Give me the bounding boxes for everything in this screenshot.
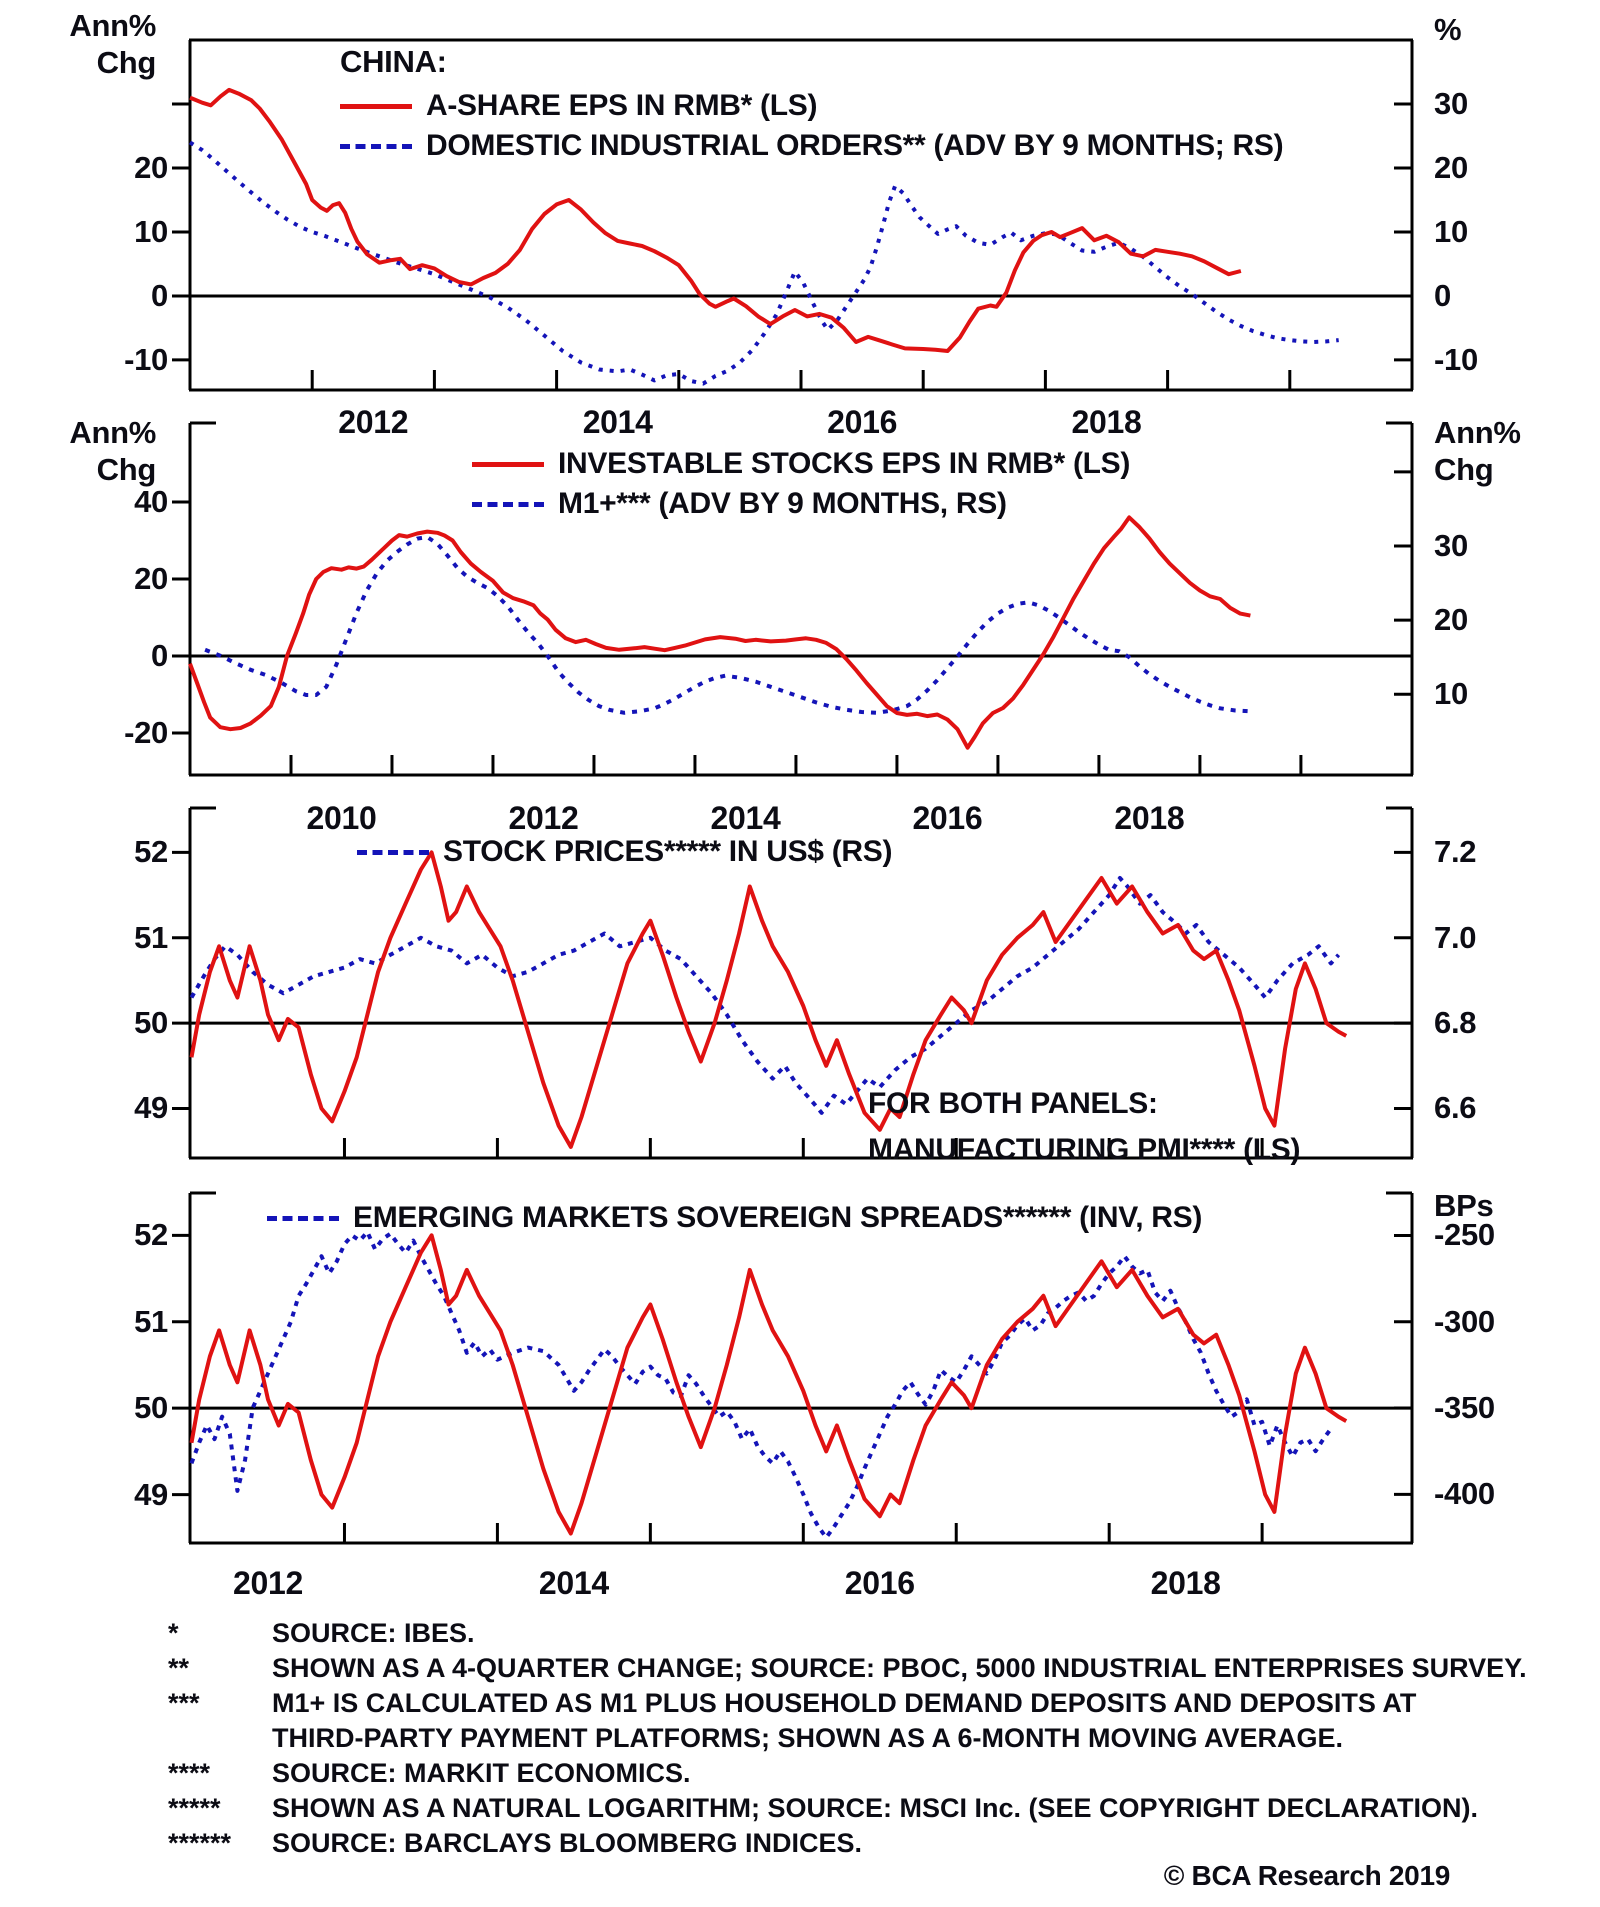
panel3-right-tick-label: 7.2 <box>1434 834 1477 870</box>
panel4-legend <box>267 1198 1202 1238</box>
footnote-row <box>168 1826 1527 1861</box>
panel2-right-axis-title: Chg <box>1434 452 1494 487</box>
panel1-x-label: 2016 <box>827 404 898 440</box>
panel1-legend-item <box>340 126 1283 166</box>
copyright: © BCA Research 2019 <box>1163 1860 1450 1891</box>
panel4-legend-dashed-line-sample <box>267 1216 339 1221</box>
panel1-x-label: 2014 <box>582 404 653 440</box>
panel1-legend <box>340 86 1283 166</box>
footnote-row <box>168 1721 1527 1756</box>
footnote-text: M1+ IS CALCULATED AS M1 PLUS HOUSEHOLD DEMAND DEPOSITS AND DEPOSITS AT <box>272 1688 1417 1718</box>
footnote-text: THIRD-PARTY PAYMENT PLATFORMS; SHOWN AS A 6-MONTH MOVING AVERAGE. <box>272 1723 1344 1753</box>
panel1-left-axis-title: Chg <box>96 45 156 80</box>
panel1-left-tick-label: 10 <box>134 213 168 249</box>
panel1-legend-label: DOMESTIC INDUSTRIAL ORDERS** (ADV BY 9 MONTHS; RS) <box>426 129 1284 162</box>
panel1-legend-item <box>340 86 1283 126</box>
panel1-legend-solid-line-sample <box>340 104 412 109</box>
footnote-row <box>168 1616 1527 1651</box>
panel1-x-label: 2012 <box>338 404 409 440</box>
panel4-x-label: 2018 <box>1150 1565 1221 1601</box>
panel2-legend-item <box>472 484 1130 524</box>
panel3-left-tick-label: 49 <box>134 1090 168 1126</box>
panel1-right-tick-label: 30 <box>1434 85 1468 121</box>
panel2-right-tick-label: 10 <box>1434 676 1468 712</box>
footnote-row <box>168 1651 1527 1686</box>
panel2-left-tick-label: -20 <box>124 715 168 751</box>
panel2-legend <box>472 444 1130 524</box>
panel3-right-tick-label: 7.0 <box>1434 919 1477 955</box>
panel1-series-blue <box>190 142 1339 383</box>
panel2-x-label: 2010 <box>306 800 377 836</box>
panel2-left-axis-title: Ann% <box>69 415 156 450</box>
panel4-right-tick-label: -350 <box>1434 1390 1495 1426</box>
panel1-right-tick-label: -10 <box>1434 341 1478 377</box>
panel2-legend-solid-line-sample <box>472 462 544 467</box>
footnote-text: SHOWN AS A NATURAL LOGARITHM; SOURCE: MSCI Inc. (SEE COPYRIGHT DECLARATION). <box>272 1793 1478 1823</box>
panel1-legend-label: A-SHARE EPS IN RMB* (LS) <box>426 89 818 122</box>
footnote-text: SOURCE: MARKIT ECONOMICS. <box>272 1758 691 1788</box>
panel4-x-label: 2012 <box>233 1565 303 1601</box>
panel4-left-tick-label: 51 <box>134 1303 168 1339</box>
panel4-series-blue <box>192 1232 1331 1538</box>
panel3-annotation-line2: MANUFACTURING PMI**** (LS) <box>868 1133 1301 1166</box>
panel3-right-tick-label: 6.6 <box>1434 1090 1477 1126</box>
panel2-left-tick-label: 0 <box>151 637 168 673</box>
footnote-marker: ***** <box>168 1793 221 1823</box>
footnote-row <box>168 1791 1527 1826</box>
panel4-legend-item <box>267 1198 1202 1238</box>
panel1-right-axis-title: % <box>1434 12 1462 47</box>
panel4-x-label: 2016 <box>844 1565 915 1601</box>
panel1-left-tick-label: 20 <box>134 149 168 185</box>
footnotes <box>168 1616 1527 1861</box>
panel1-left-tick-label: 0 <box>151 277 168 313</box>
panel1-right-tick-label: 10 <box>1434 213 1468 249</box>
panel4-right-axis-title: BPs <box>1434 1188 1494 1223</box>
panel4-right-tick-label: -400 <box>1434 1476 1495 1512</box>
panel3-series-red <box>192 852 1347 1147</box>
panel1-right-tick-label: 20 <box>1434 149 1468 185</box>
panel2-right-tick-label: 30 <box>1434 528 1468 563</box>
panel4-right-tick-label: -250 <box>1434 1217 1495 1253</box>
panel2-legend-label: INVESTABLE STOCKS EPS IN RMB* (LS) <box>558 447 1131 480</box>
panel3-series-blue <box>192 878 1339 1113</box>
footnote-marker: **** <box>168 1758 211 1788</box>
panel1-legend-dashed-line-sample <box>340 144 412 149</box>
footnote-row <box>168 1686 1527 1721</box>
panel4-left-tick-label: 50 <box>134 1390 168 1426</box>
panel2-legend-label: M1+*** (ADV BY 9 MONTHS, RS) <box>558 487 1007 520</box>
panel2-x-label: 2012 <box>508 800 579 836</box>
panel4-right-tick-label: -300 <box>1434 1303 1495 1339</box>
footnote-row <box>168 1756 1527 1791</box>
footnote-marker: *** <box>168 1688 200 1718</box>
panel2-left-tick-label: 40 <box>134 483 168 519</box>
panel1-x-label: 2018 <box>1071 404 1142 440</box>
panel2-right-tick-label: 20 <box>1434 602 1468 638</box>
panel3-legend-dashed-line-sample <box>357 850 429 855</box>
panel1-right-tick-label: 0 <box>1434 277 1451 313</box>
panel3-legend-item <box>357 832 892 872</box>
panel1-left-tick-label: -10 <box>124 341 168 377</box>
footnote-marker: * <box>168 1618 179 1648</box>
footnote-text: SOURCE: BARCLAYS BLOOMBERG INDICES. <box>272 1828 863 1858</box>
panel4-left-tick-label: 49 <box>134 1476 168 1512</box>
panel1-title: CHINA: <box>340 44 447 79</box>
panel2-right-axis-title: Ann% <box>1434 415 1521 450</box>
panel4-x-label: 2014 <box>538 1565 609 1601</box>
panel2-legend-item <box>472 444 1130 484</box>
panel4-series-red <box>192 1235 1347 1533</box>
panel3-right-tick-label: 6.8 <box>1434 1005 1477 1041</box>
footnote-marker: ** <box>168 1653 190 1683</box>
panel3-legend <box>357 832 892 872</box>
footnote-marker <box>168 1721 272 1756</box>
panel4-legend-label: EMERGING MARKETS SOVEREIGN SPREADS****** (INV, RS) <box>353 1201 1203 1234</box>
panel1-left-axis-title: Ann% <box>69 8 156 43</box>
panel2-legend-dashed-line-sample <box>472 502 544 507</box>
footnote-text: SOURCE: IBES. <box>272 1618 475 1648</box>
panel2-x-label: 2016 <box>912 800 983 836</box>
panel4-left-tick-label: 52 <box>134 1217 168 1253</box>
panel2-left-axis-title: Chg <box>96 452 156 487</box>
panel3-legend-label: STOCK PRICES***** IN US$ (RS) <box>443 835 893 868</box>
footnote-text: SHOWN AS A 4-QUARTER CHANGE; SOURCE: PBOC, 5000 INDUSTRIAL ENTERPRISES SURVEY. <box>272 1653 1527 1683</box>
panel2-x-label: 2014 <box>710 800 781 836</box>
panel3-left-tick-label: 52 <box>134 834 168 870</box>
panel3-annotation-line1: FOR BOTH PANELS: <box>868 1087 1158 1120</box>
panel2-x-label: 2018 <box>1114 800 1185 836</box>
panel3-left-tick-label: 51 <box>134 919 168 955</box>
panel2-left-tick-label: 20 <box>134 560 168 596</box>
footnote-marker: ****** <box>168 1828 232 1858</box>
panel3-left-tick-label: 50 <box>134 1005 168 1041</box>
